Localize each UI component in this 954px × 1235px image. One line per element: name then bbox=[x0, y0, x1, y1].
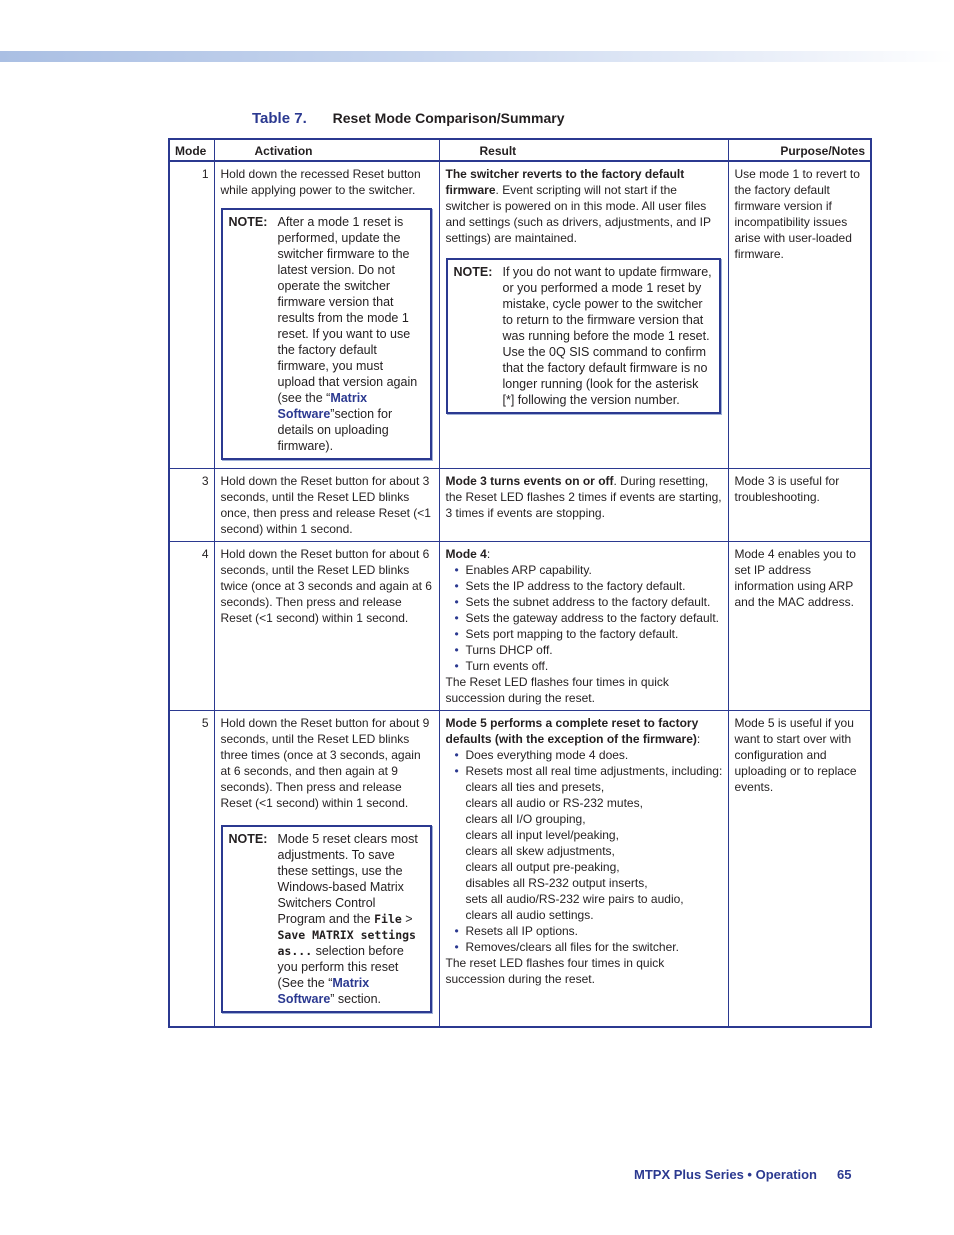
bullet-list bbox=[446, 923, 723, 955]
result-bold: The switcher reverts to the factory default firmware bbox=[445, 167, 685, 197]
bullet-list bbox=[446, 747, 723, 779]
result-heading bbox=[446, 546, 723, 562]
sub-item: clears all output pre-peaking, bbox=[465, 860, 620, 874]
table-title: Reset Mode Comparison/Summary bbox=[332, 110, 565, 126]
header-band bbox=[0, 51, 954, 62]
note-text: If you do not want to update firmware, or you performed a mode 1 reset by mistake, cycle power to the switcher to return to the firmware version that was running before the mode 1 reset. Use the 0Q SIS command to confirm that the factory default firmware is no longer running (look for the asterisk [*] following the version number. bbox=[502, 265, 712, 407]
matrix-software-link[interactable]: Matrix Software bbox=[277, 391, 368, 421]
purpose-cell: Mode 4 enables you to set IP address information using ARP and the MAC address. bbox=[728, 542, 871, 711]
result-bold: Mode 4 bbox=[445, 547, 487, 561]
result-cell bbox=[439, 469, 728, 542]
note-text-part: selection before you perform this reset (See the “ bbox=[277, 944, 404, 990]
list-item: • Removes/clears all files for the switcher. bbox=[466, 939, 723, 955]
result-heading bbox=[446, 715, 723, 747]
purpose-cell: Mode 3 is useful for troubleshooting. bbox=[728, 469, 871, 542]
sub-item: clears all input level/peaking, bbox=[465, 828, 619, 842]
purpose-cell: Mode 5 is useful if you want to start over with configuration and uploading or to replace events. bbox=[728, 711, 871, 1027]
result-colon: : bbox=[486, 547, 491, 561]
sub-item: disables all RS-232 output inserts, bbox=[465, 876, 648, 890]
table-number: Table 7. bbox=[252, 110, 307, 127]
mode-number: 3 bbox=[169, 469, 214, 542]
sub-item: clears all ties and presets, bbox=[465, 780, 605, 794]
purpose-cell: Use mode 1 to revert to the factory default firmware version if incompatibility issues arise with user-loaded firmware. bbox=[728, 161, 871, 469]
result-body: . During resetting, the Reset LED flashes 2 times if events are starting, 3 times if events are stopping. bbox=[445, 474, 722, 520]
note-text bbox=[278, 214, 424, 454]
mode-number: 4 bbox=[169, 542, 214, 711]
list-item: • Sets the subnet address to the factory default. bbox=[466, 594, 723, 610]
note-label: NOTE: bbox=[228, 215, 268, 229]
note-text-part: Mode 5 reset clears most adjustments. To save these settings, use the Windows-based Matrix Switchers Control Program and the bbox=[277, 832, 418, 926]
menu-file: File bbox=[374, 912, 402, 926]
activation-cell bbox=[214, 711, 439, 1027]
list-item: • Turn events off. bbox=[466, 658, 723, 674]
note-text-part: After a mode 1 reset is performed, update the switcher firmware to the latest version. Do not operate the switcher firmware version that results from the mode 1 reset. If you want to use the factory default firmware, you must upload that version again (see the “ bbox=[277, 215, 418, 405]
table-row bbox=[169, 711, 871, 1027]
list-item: • Sets the IP address to the factory default. bbox=[466, 578, 723, 594]
bullet-list bbox=[446, 562, 723, 674]
sub-list bbox=[446, 779, 723, 923]
activation-text: Hold down the Reset button for about 9 seconds, until the Reset LED blinks three times (once at 3 seconds, again at 6 seconds, and then again at 9 seconds). Then press and release Reset (<1 second) within 1 second. bbox=[220, 716, 430, 810]
sub-item: clears all skew adjustments, bbox=[465, 844, 615, 858]
list-item: • Turns DHCP off. bbox=[466, 642, 723, 658]
result-text bbox=[446, 166, 723, 246]
matrix-software-link[interactable]: Matrix Software bbox=[277, 976, 370, 1006]
note-box bbox=[221, 208, 432, 460]
sub-item: clears all audio settings. bbox=[465, 908, 594, 922]
page-footer bbox=[634, 1167, 851, 1182]
note-box bbox=[446, 258, 721, 414]
result-after: The Reset LED flashes four times in quick succession during the reset. bbox=[445, 675, 669, 705]
reset-mode-table bbox=[168, 138, 872, 1028]
table-row bbox=[169, 161, 871, 469]
result-cell bbox=[439, 542, 728, 711]
page-number: 65 bbox=[837, 1167, 852, 1182]
note-text bbox=[278, 831, 424, 1007]
result-cell bbox=[439, 711, 728, 1027]
result-bold: Mode 3 turns events on or off bbox=[445, 474, 614, 488]
result-bold: Mode 5 performs a complete reset to factory defaults (with the exception of the firmware) bbox=[445, 716, 699, 746]
footer-title: MTPX Plus Series • Operation bbox=[634, 1167, 817, 1182]
sub-item: clears all audio or RS-232 mutes, bbox=[465, 796, 643, 810]
mode-number: 5 bbox=[169, 711, 214, 1027]
activation-text: Hold down the recessed Reset button while applying power to the switcher. bbox=[220, 167, 421, 197]
header-mode: Mode bbox=[169, 139, 214, 161]
list-item: • Resets most all real time adjustments, including: bbox=[466, 763, 723, 779]
list-item: • Enables ARP capability. bbox=[466, 562, 723, 578]
result-after: The reset LED flashes four times in quick succession during the reset. bbox=[445, 956, 665, 986]
result-colon: : bbox=[696, 732, 701, 746]
list-item: • Sets the gateway address to the factory default. bbox=[466, 610, 723, 626]
list-item: • Sets port mapping to the factory default. bbox=[466, 626, 723, 642]
activation-cell: Hold down the Reset button for about 3 seconds, until the Reset LED blinks once, then press and release Reset (<1 second) within 1 second. bbox=[214, 469, 439, 542]
note-text-part: ” section. bbox=[330, 992, 382, 1006]
result-body: . Event scripting will not start if the switcher is powered on in this mode. All user files and settings (such as drivers, adjustments, and IP settings) are maintained. bbox=[445, 183, 711, 245]
header-result: Result bbox=[439, 139, 728, 161]
list-item: • Does everything mode 4 does. bbox=[466, 747, 723, 763]
header-purpose: Purpose/Notes bbox=[728, 139, 871, 161]
note-text-part: > bbox=[401, 912, 413, 926]
menu-save-matrix-settings: Save MATRIX settings as... bbox=[277, 928, 416, 958]
table-caption bbox=[252, 110, 564, 127]
note-label: NOTE: bbox=[228, 832, 268, 846]
result-cell bbox=[439, 161, 728, 469]
table-header-row bbox=[169, 139, 871, 161]
note-label: NOTE: bbox=[453, 265, 493, 279]
table-row bbox=[169, 542, 871, 711]
list-item: • Resets all IP options. bbox=[466, 923, 723, 939]
activation-cell bbox=[214, 161, 439, 469]
activation-cell: Hold down the Reset button for about 6 seconds, until the Reset LED blinks twice (once at 3 seconds and again at 6 seconds). Then press and release Reset (<1 second) within 1 second. bbox=[214, 542, 439, 711]
sub-item: sets all audio/RS-232 wire pairs to audio, bbox=[465, 892, 684, 906]
note-text-part: ”section for details on uploading firmware). bbox=[277, 407, 393, 453]
note-box bbox=[221, 825, 432, 1013]
mode-number: 1 bbox=[169, 161, 214, 469]
header-activation: Activation bbox=[214, 139, 439, 161]
sub-item: clears all I/O grouping, bbox=[465, 812, 586, 826]
table-row bbox=[169, 469, 871, 542]
